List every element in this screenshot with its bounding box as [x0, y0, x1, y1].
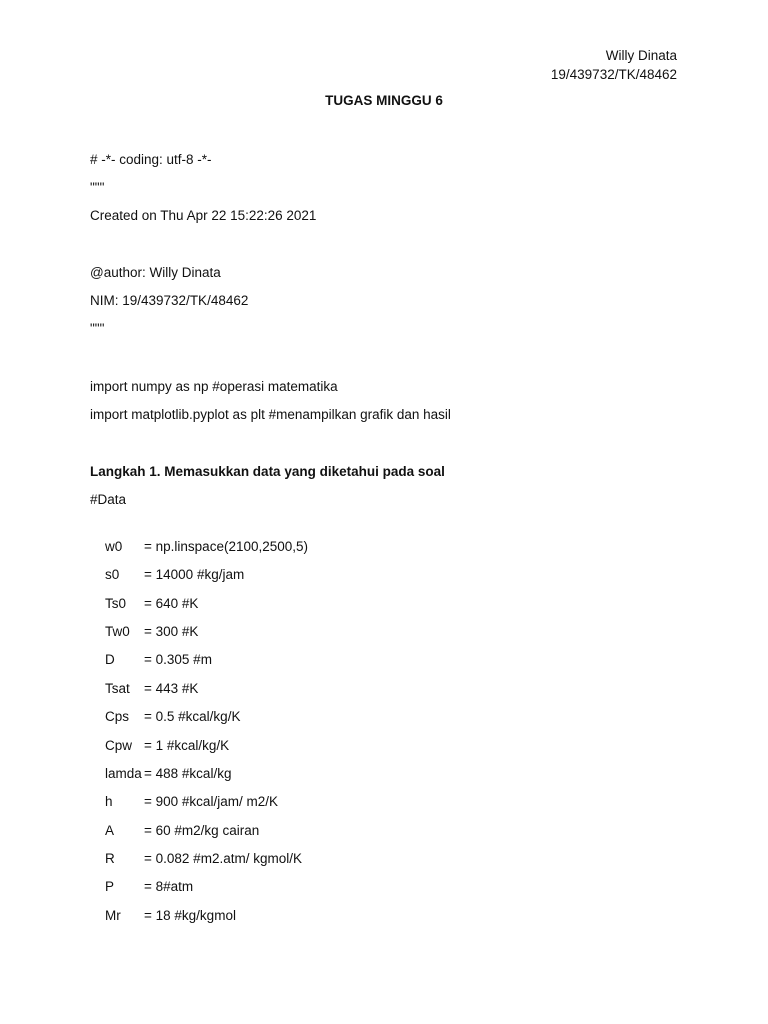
variable-expression: = 0.082 #m2.atm/ kgmol/K [144, 851, 302, 866]
docstring-close: """ [90, 321, 105, 336]
variable-name: Cpw [105, 738, 133, 753]
student-id: 19/439732/TK/48462 [550, 67, 677, 82]
step1-heading: Langkah 1. Memasukkan data yang diketahui pada soal [90, 464, 445, 479]
variable-expression: = 300 #K [144, 624, 199, 639]
variable-name: Tsat [105, 681, 130, 696]
author-line: @author: Willy Dinata [90, 265, 221, 280]
variable-expression: = 60 #m2/kg cairan [144, 823, 260, 838]
variable-expression: = 900 #kcal/jam/ m2/K [144, 794, 278, 809]
variable-name: A [105, 823, 115, 838]
variable-name: R [105, 851, 115, 866]
import-numpy-line: import numpy as np #operasi matematika [90, 379, 338, 394]
variable-name: P [105, 879, 115, 894]
nim-line: NIM: 19/439732/TK/48462 [90, 293, 249, 308]
import-matplotlib-line: import matplotlib.pyplot as plt #menampilkan grafik dan hasil [90, 407, 451, 422]
variable-name: D [105, 652, 115, 667]
coding-line: # -*- coding: utf-8 -*- [90, 152, 212, 167]
data-comment: #Data [90, 492, 127, 507]
docstring-open: """ [90, 180, 105, 195]
variable-name: h [105, 794, 113, 809]
variable-expression: = 0.305 #m [144, 652, 212, 667]
variable-expression: = 14000 #kg/jam [144, 567, 245, 582]
variable-name: Tw0 [105, 624, 130, 639]
variable-name: Ts0 [105, 596, 127, 611]
variable-expression: = 8#atm [144, 879, 194, 894]
variable-expression: = 443 #K [144, 681, 199, 696]
variable-expression: = 18 #kg/kgmol [144, 908, 236, 923]
variable-expression: = np.linspace(2100,2500,5) [144, 539, 309, 554]
created-line: Created on Thu Apr 22 15:22:26 2021 [90, 208, 317, 223]
author-header [551, 46, 677, 84]
page-title: TUGAS MINGGU 6 [325, 93, 443, 108]
variable-name: lamda [105, 766, 142, 781]
variable-expression: = 1 #kcal/kg/K [144, 738, 230, 753]
variable-expression: = 488 #kcal/kg [144, 766, 232, 781]
variable-name: Mr [105, 908, 121, 923]
variable-name: Cps [105, 709, 130, 724]
variable-name: w0 [105, 539, 123, 554]
variable-name: s0 [105, 567, 120, 582]
variable-expression: = 0.5 #kcal/kg/K [144, 709, 241, 724]
author-name: Willy Dinata [605, 48, 677, 63]
data-line [90, 889, 236, 943]
variable-expression: = 640 #K [144, 596, 199, 611]
